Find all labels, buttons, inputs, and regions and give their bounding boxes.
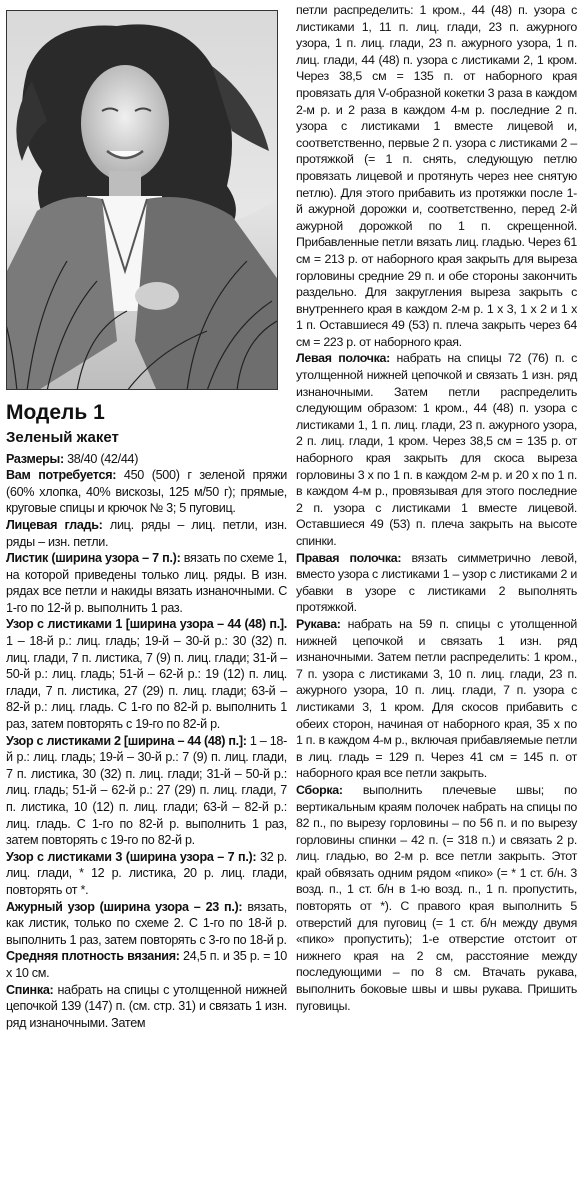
- paragraph: [296, 782, 577, 1014]
- paragraph-text: набрать на спицы с утолщенной нижней цепочкой 139 (147) п. (см. стр. 31) и связать 1 изн. ряд изнаночными. Затем: [6, 982, 287, 1030]
- left-text-block: [6, 451, 287, 1032]
- paragraph: [296, 550, 577, 616]
- paragraph-heading: Левая полочка:: [296, 351, 390, 366]
- paragraph: [296, 350, 577, 549]
- paragraph-heading: Рукава:: [296, 616, 341, 631]
- paragraph-heading: Вам потребуется:: [6, 468, 117, 483]
- paragraph-text: вязать, как листик, только по схеме 2. С 1-го по 18-й р. выполнить 1 раз, затем повторять с 3-го по 18-й р.: [6, 899, 287, 947]
- paragraph-text: 450 (500) г зеленой пряжи (60% хлопка, 40% вискозы, 125 м/50 г); прямые, круговые спицы и крючок № 3; 5 пуговиц.: [6, 468, 287, 516]
- left-column: [6, 0, 287, 1031]
- paragraph: [6, 517, 287, 550]
- paragraph-heading: Узор с листиками 3 (ширина узора – 7 п.):: [6, 849, 257, 864]
- paragraph-text: набрать на 59 п. спицы с утолщенной нижней цепочкой и связать 1 изн. ряд изнаночными. Затем петли распределить: 1 кром., 7 п. узора с листиками 3, 10 п. лиц. глади, 23 п. ажурного узора, 10 п. лиц. глади, 7 п. узора с листиками 3, 1 кром. Для скосов прибавить с обеих сторон, начиная от наборного края, 35 х по 1 п. в каждом 4-м р., включая прибавляемые петли в лиц. гладь = 129 п. Через 41 см = 145 п. от наборного края все петли закрыть.: [296, 616, 577, 781]
- right-column: [296, 2, 577, 1014]
- paragraph-text: 24,5 п. и 35 р. = 10 х 10 см.: [6, 949, 287, 980]
- paragraph: [296, 2, 577, 350]
- paragraph-text: выполнить плечевые швы; по вертикальным краям полочек набрать на спицы по 82 п., по вырезу горловины – по 56 п. и по вырезу горловины спинки – 42 п. (= 318 п.) и связать 2 р. лиц. гладью, во 2-м р. все петли закрыть. Этот край обвязать одним рядом «пико» (= * 1 ст. б/н. 3 возд. п., 1 ст. б/н в 1-ю возд. п., 1 п. пропустить, повторять от *). С правого края выполнить 5 отверстий для пуговиц (= 1 ст. б/н между двумя «пико» пропустить); 1-е отверстие отстоит от нижнего края на 2 см, расстояние между последующими – по 8 см. Втачать рукава, выполнить боковые швы и швы рукава. Пришить пуговицы.: [296, 782, 577, 1013]
- paragraph: [6, 451, 287, 468]
- paragraph: [6, 467, 287, 517]
- paragraph: [6, 899, 287, 949]
- model-subtitle: Зеленый жакет: [6, 429, 119, 447]
- paragraph-heading: Средняя плотность вязания:: [6, 949, 180, 964]
- paragraph-heading: Узор с листиками 2 [ширина – 44 (48) п.]:: [6, 733, 247, 748]
- paragraph-text: 38/40 (42/44): [63, 451, 139, 466]
- paragraph-heading: Правая полочка:: [296, 550, 402, 565]
- model-title: Модель 1: [6, 401, 105, 424]
- paragraph-text: 32 р. лиц. глади, * 12 р. листика, 20 р. лиц. глади, повторять от *.: [6, 849, 287, 897]
- paragraph-text: 1 – 18-й р.: лиц. гладь; 19-й – 30-й р.: 30 (32) п. лиц. глади, 7 п. листика, 7 (9) п. лиц. глади; 31-й – 50-й р.: лиц. гладь; 51-й – 62-й р.: 19 (12) п. лиц. глади, 7 п. листика, 27 (29) п. лиц. глади; 63-й – 82-й р.: лиц. гладь. С 1-го по 82-й р. выполнить 1 раз, затем повторять с 19-го по 82-й р.: [6, 634, 287, 732]
- paragraph-text: вязать по схеме 1, на которой приведены только лиц. ряды. В изн. рядах все петли и накиды вязать изнаночными. С 1-го по 12-й р. выполнить 1 раз.: [6, 551, 287, 615]
- paragraph-text: 1 – 18-й р.: лиц. гладь; 19-й – 30-й р.: 7 (9) п. лиц. глади, 7 п. листика, 30 (32) п. лиц. глади; 31-й – 50-й р.: лиц. гладь; 51-й – 62-й р.: 27 (29) п. лиц. глади, 7 п. листика, 10 (12) п. лиц. глади; 63-й – 82-й р.: лиц. гладь. С 1-го по 82-й р. выполнить 1 раз, затем повторять с 19-го по 82-й р.: [6, 733, 288, 848]
- paragraph: [6, 733, 287, 849]
- right-text-block: [296, 2, 577, 1014]
- paragraph-text: петли распределить: 1 кром., 44 (48) п. узора с листиками 1, 11 п. лиц. глади, 23 п. ажурного узора, 1 п. лиц. глади, 23 п. ажурного узора, 1 п. лиц. глади, 44 (48) п. узора с листиками 2, 1 кром. Через 38,5 см = 135 п. от наборного края провязать для V-образной кокетки 3 раза в каждом 2-м р. и 2 раза в каждом 4-м р. последние 2 п. узора с листиками 1 вместе лицевой и, соответственно, первые 2 п. узора с листиками 2 – протяжкой (= 1 п. снять, следующую петлю провязать лицевой и протянуть через нее снятую петлю). Для этого прибавить из протяжки после 1-й ажурной дорожки и, соответственно, перед 2-й ажурной дорожкой по 1 п. скрещенной. Прибавленные петли вязать лиц. гладью. Через 61 см = 213 р. от наборного края закрыть для выреза горловины средние 29 п. и обе стороны закончить раздельно. Для закругления выреза закрыть с внутреннего края в каждом 2-м р. 1 х 3, 1 х 2 и 1 х 1 п. Оставшиеся 49 (53) п. плеча закрыть через 64 см = 223 р. от наборного края.: [296, 3, 577, 349]
- paragraph-heading: Спинка:: [6, 982, 54, 997]
- paragraph: [6, 849, 287, 899]
- paragraph-heading: Размеры:: [6, 451, 64, 466]
- paragraph-text: лиц. ряды – лиц. петли, изн. ряды – изн. петли.: [6, 517, 287, 549]
- model-photo-image: [7, 11, 278, 390]
- model-photo: [6, 10, 278, 390]
- paragraph-text: вязать симметрично левой, вместо узора с листиками 1 – узор с листиками 2 и убавки в узоре с листиками 2 выполнять протяжкой.: [296, 550, 577, 615]
- paragraph: [296, 616, 577, 782]
- paragraph-heading: Узор с листиками 1 [ширина узора – 44 (48) п.].: [6, 617, 287, 632]
- paragraph: [6, 948, 287, 981]
- paragraph: [6, 616, 287, 732]
- paragraph: [6, 982, 287, 1032]
- paragraph-heading: Лицевая гладь:: [6, 517, 103, 532]
- paragraph-heading: Сборка:: [296, 782, 343, 797]
- paragraph-heading: Ажурный узор (ширина узора – 23 п.):: [6, 899, 243, 914]
- paragraph-heading: Листик (ширина узора – 7 п.):: [6, 551, 181, 566]
- paragraph: [6, 550, 287, 616]
- paragraph-text: набрать на спицы 72 (76) п. с утолщенной нижней цепочкой и связать 1 изн. ряд изнаночными. Затем петли распределить следующим образом: 1 кром., 44 (48) п. узора с листиками 1, 1 п. лиц. глади, 23 п. ажурного узора, 2 п. лиц. глади, 1 кром. Через 38,5 см = 135 р. от наборного края закрыть для скоса выреза горловины 3 х по 1 п. в каждом 2-м р. и 20 х по 1 п. в каждом 4-м р., провязывая для этого последние 2 п. узора с листиками 1 вместе лицевой. Оставшиеся 49 (53) п. плеча закрыть на высоте спинки.: [296, 351, 578, 548]
